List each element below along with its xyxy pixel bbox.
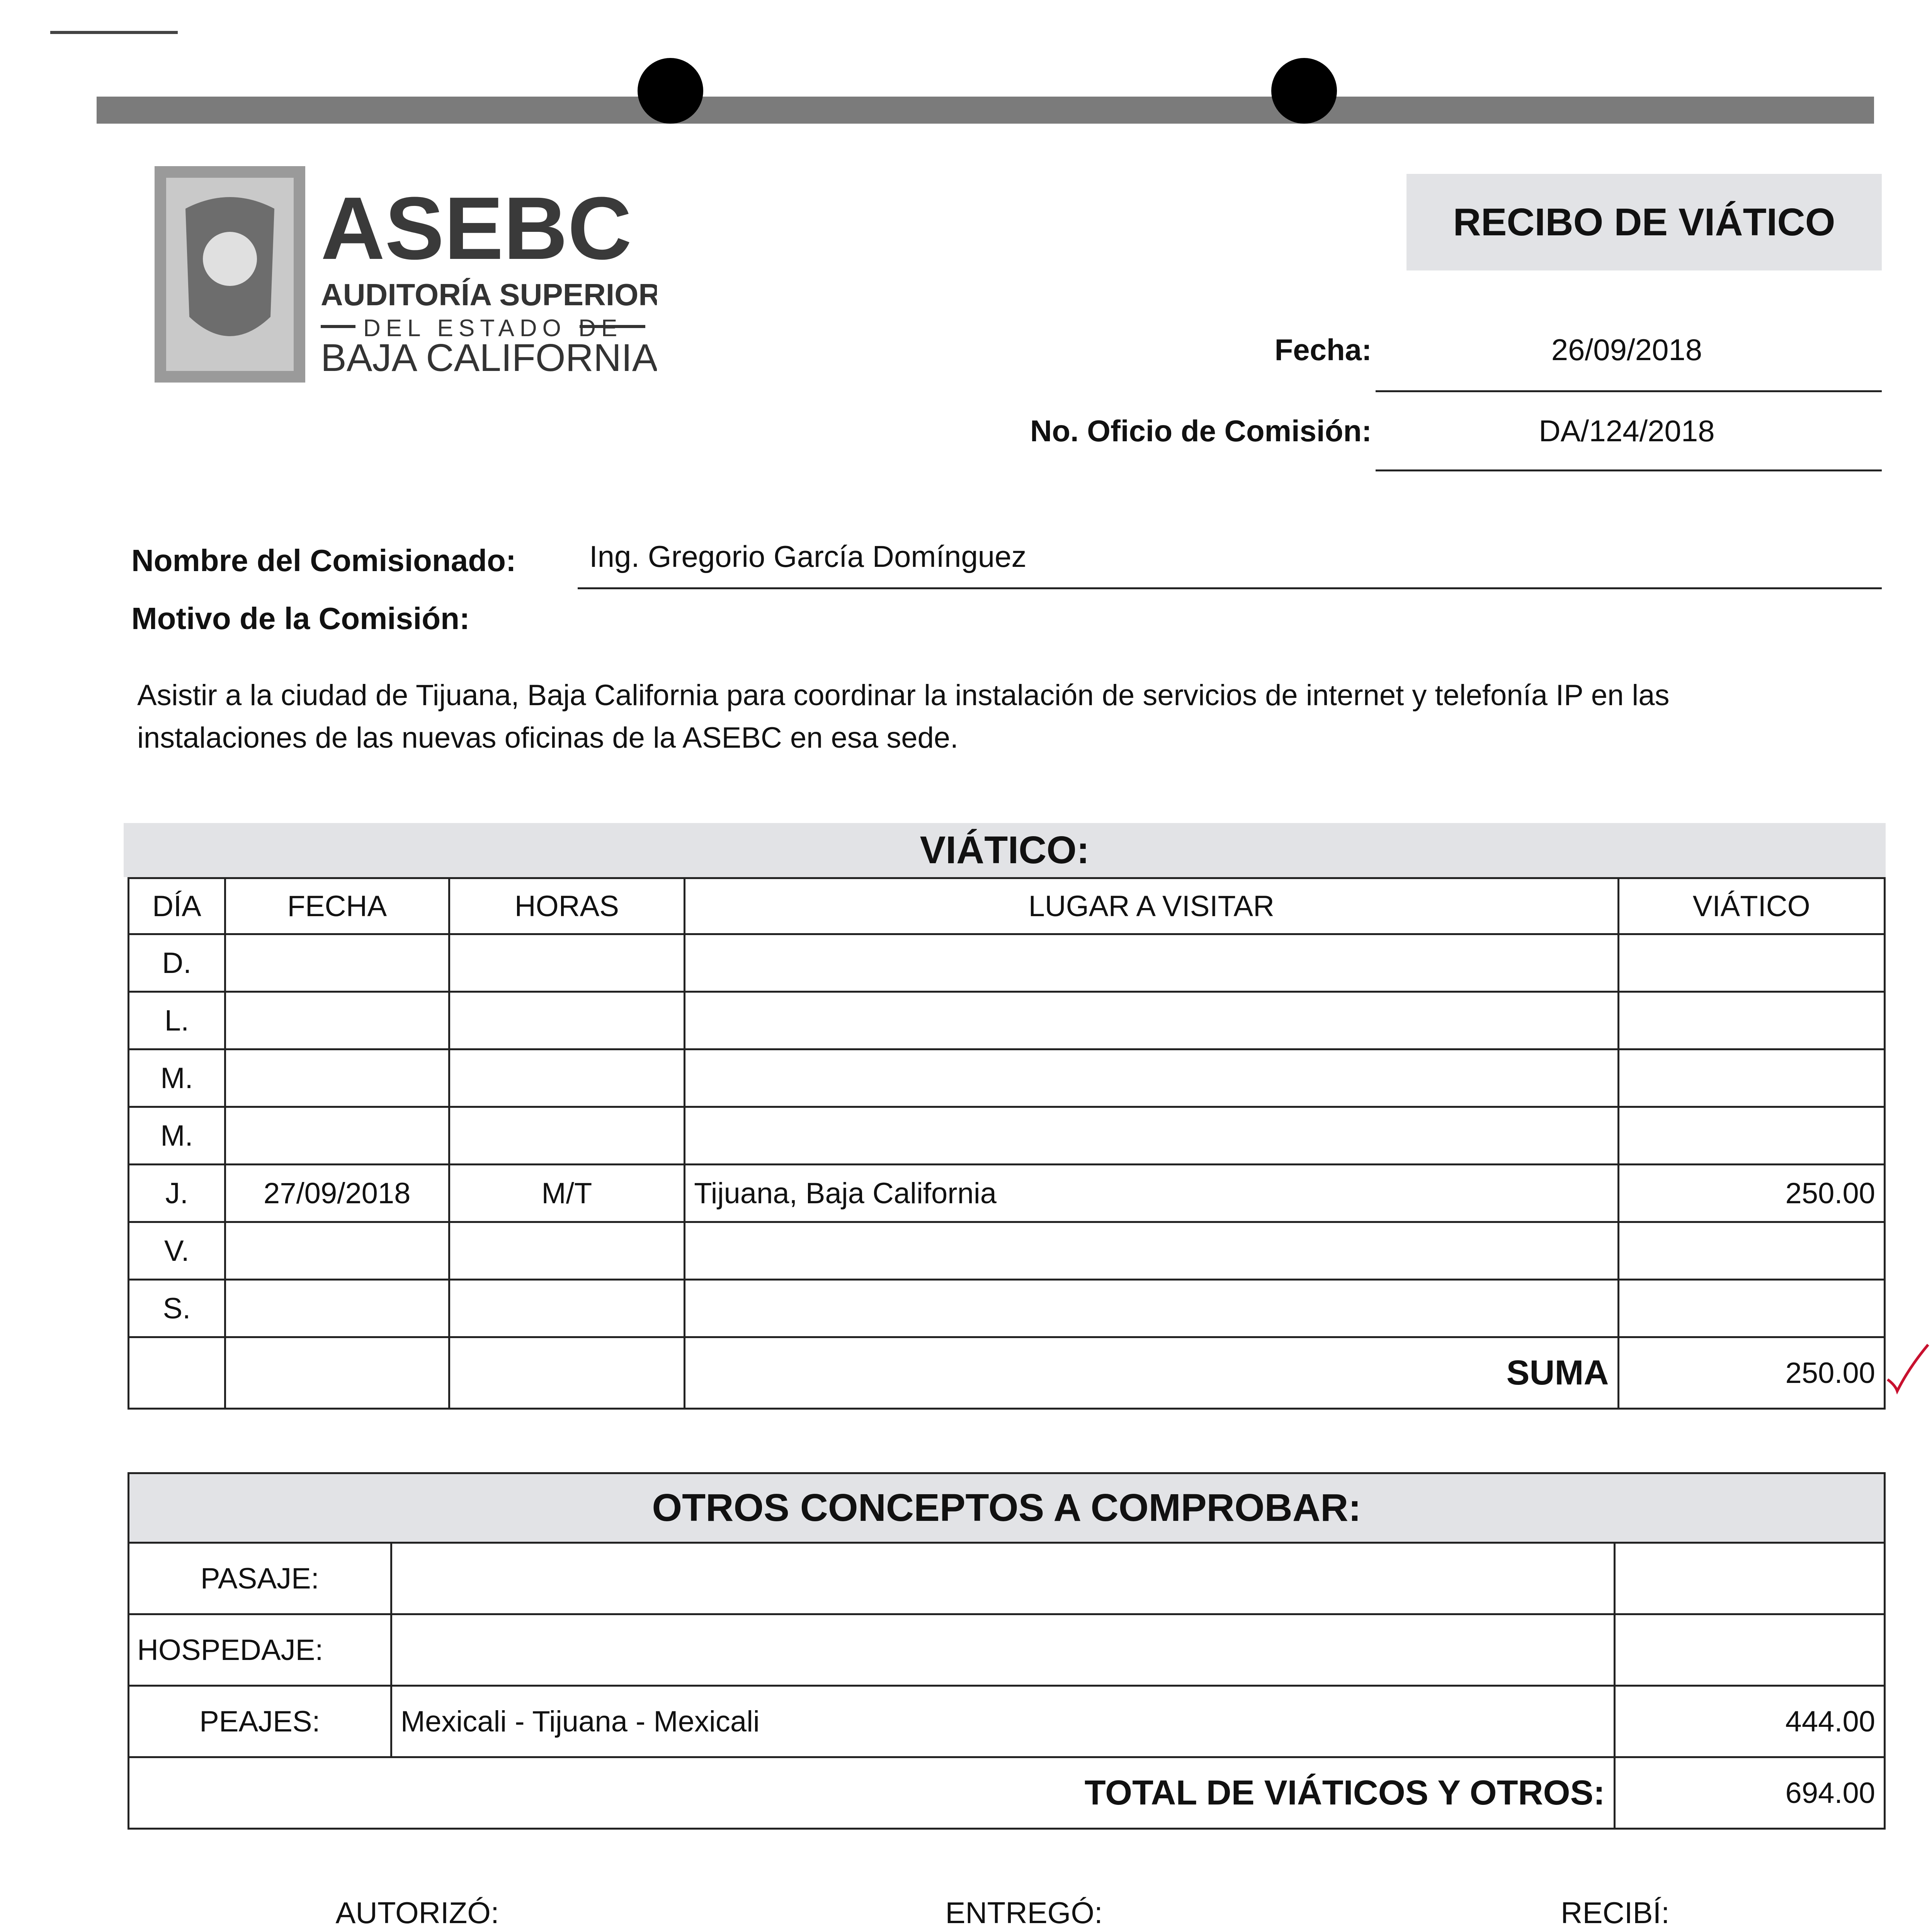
list-item — [129, 1686, 1885, 1757]
suma-row — [129, 1337, 1885, 1409]
cell-viatico — [1618, 1107, 1884, 1165]
comisionado-name: Ing. Gregorio García Domínguez — [589, 539, 1027, 573]
cell-horas — [449, 1222, 684, 1280]
viatico-header-row — [129, 878, 1885, 934]
cell-fecha — [225, 992, 449, 1049]
fecha-value: 26/09/2018 — [1551, 333, 1702, 367]
logo-line3: BAJA CALIFORNIA — [321, 336, 657, 379]
otros-amount — [1614, 1614, 1884, 1686]
viatico-banner — [124, 823, 1886, 877]
col-horas: HORAS — [449, 878, 684, 934]
cell-horas — [449, 1049, 684, 1107]
otros-table — [128, 1472, 1886, 1830]
autorizo-title: AUTORIZÓ: — [335, 1896, 499, 1930]
logo-line1: AUDITORÍA SUPERIOR — [321, 277, 657, 312]
suma-label: SUMA — [685, 1337, 1618, 1409]
otros-banner: OTROS CONCEPTOS A COMPROBAR: — [129, 1473, 1885, 1543]
col-viatico: VIÁTICO — [1618, 878, 1884, 934]
cell-viatico: 250.00 — [1618, 1165, 1884, 1222]
otros-desc — [391, 1614, 1614, 1686]
cell-fecha — [225, 1222, 449, 1280]
otros-amount: 444.00 — [1614, 1686, 1884, 1757]
recibi-title: RECIBÍ: — [1561, 1896, 1670, 1930]
cell-dia: S. — [129, 1280, 225, 1337]
col-fecha: FECHA — [225, 878, 449, 934]
otros-label: PEAJES: — [129, 1686, 391, 1757]
oficio-label: No. Oficio de Comisión: — [1030, 414, 1372, 448]
binder-strip — [97, 97, 1874, 124]
comisionado-label: Nombre del Comisionado: — [131, 543, 516, 578]
table-row — [129, 1165, 1885, 1222]
signatures-ink — [116, 1924, 1932, 1932]
cell-empty — [129, 1337, 225, 1409]
list-item — [129, 1543, 1885, 1614]
cell-fecha: 27/09/2018 — [225, 1165, 449, 1222]
otros-desc — [391, 1543, 1614, 1614]
logo-line2: DEL ESTADO DE — [363, 315, 623, 342]
otros-label: PASAJE: — [129, 1543, 391, 1614]
cell-dia: M. — [129, 1049, 225, 1107]
cell-viatico — [1618, 1280, 1884, 1337]
otros-label: HOSPEDAJE: — [129, 1614, 391, 1686]
entrego-title: ENTREGÓ: — [945, 1896, 1103, 1930]
cell-lugar: Tijuana, Baja California — [685, 1165, 1618, 1222]
table-row — [129, 1222, 1885, 1280]
cell-lugar — [685, 1049, 1618, 1107]
fecha-underline — [1376, 390, 1882, 392]
table-row — [129, 1280, 1885, 1337]
viatico-table — [128, 877, 1886, 1410]
asebc-logo — [155, 162, 657, 394]
motivo-label: Motivo de la Comisión: — [131, 601, 470, 636]
oficio-underline — [1376, 469, 1882, 471]
cell-lugar — [685, 1222, 1618, 1280]
cell-horas — [449, 934, 684, 992]
check-mark-icon — [1886, 1337, 1932, 1399]
cell-dia: L. — [129, 992, 225, 1049]
total-value: 694.00 — [1614, 1757, 1884, 1829]
cell-viatico — [1618, 934, 1884, 992]
cell-lugar — [685, 992, 1618, 1049]
cell-lugar — [685, 934, 1618, 992]
cell-lugar — [685, 1280, 1618, 1337]
cell-dia: J. — [129, 1165, 225, 1222]
cell-fecha — [225, 1049, 449, 1107]
list-item — [129, 1614, 1885, 1686]
title-text: RECIBO DE VIÁTICO — [1453, 200, 1835, 244]
motivo-text — [137, 674, 1876, 759]
punch-hole-right — [1271, 58, 1337, 124]
cell-fecha — [225, 1280, 449, 1337]
cell-empty — [225, 1337, 449, 1409]
cell-viatico — [1618, 1049, 1884, 1107]
viatico-banner-text: VIÁTICO: — [920, 828, 1090, 872]
logo-acronym: ASEBC — [321, 179, 632, 278]
col-lugar: LUGAR A VISITAR — [685, 878, 1618, 934]
motivo-line-1: Asistir a la ciudad de Tijuana, Baja California para coordinar la instalación de servicios de internet y telefonía IP en las — [137, 679, 1670, 712]
cell-horas — [449, 1107, 684, 1165]
total-label: TOTAL DE VIÁTICOS Y OTROS: — [129, 1757, 1615, 1829]
table-row — [129, 1107, 1885, 1165]
document-title — [1406, 174, 1882, 270]
table-row — [129, 934, 1885, 992]
cell-fecha — [225, 1107, 449, 1165]
punch-hole-left — [638, 58, 703, 124]
cell-fecha — [225, 934, 449, 992]
comisionado-underline — [578, 587, 1882, 589]
fecha-label: Fecha: — [1274, 333, 1372, 367]
cell-viatico — [1618, 1222, 1884, 1280]
cell-horas: M/T — [449, 1165, 684, 1222]
cell-lugar — [685, 1107, 1618, 1165]
motivo-line-2: instalaciones de las nuevas oficinas de la ASEBC en esa sede. — [137, 721, 959, 754]
scan-mark — [50, 31, 178, 34]
cell-horas — [449, 1280, 684, 1337]
total-row — [129, 1757, 1885, 1829]
table-row — [129, 1049, 1885, 1107]
cell-empty — [449, 1337, 684, 1409]
col-dia: DÍA — [129, 878, 225, 934]
otros-desc: Mexicali - Tijuana - Mexicali — [391, 1686, 1614, 1757]
cell-dia: M. — [129, 1107, 225, 1165]
otros-amount — [1614, 1543, 1884, 1614]
suma-value: 250.00 — [1618, 1337, 1884, 1409]
cell-viatico — [1618, 992, 1884, 1049]
cell-horas — [449, 992, 684, 1049]
table-row — [129, 992, 1885, 1049]
oficio-value: DA/124/2018 — [1539, 414, 1715, 448]
cell-dia: V. — [129, 1222, 225, 1280]
cell-dia: D. — [129, 934, 225, 992]
